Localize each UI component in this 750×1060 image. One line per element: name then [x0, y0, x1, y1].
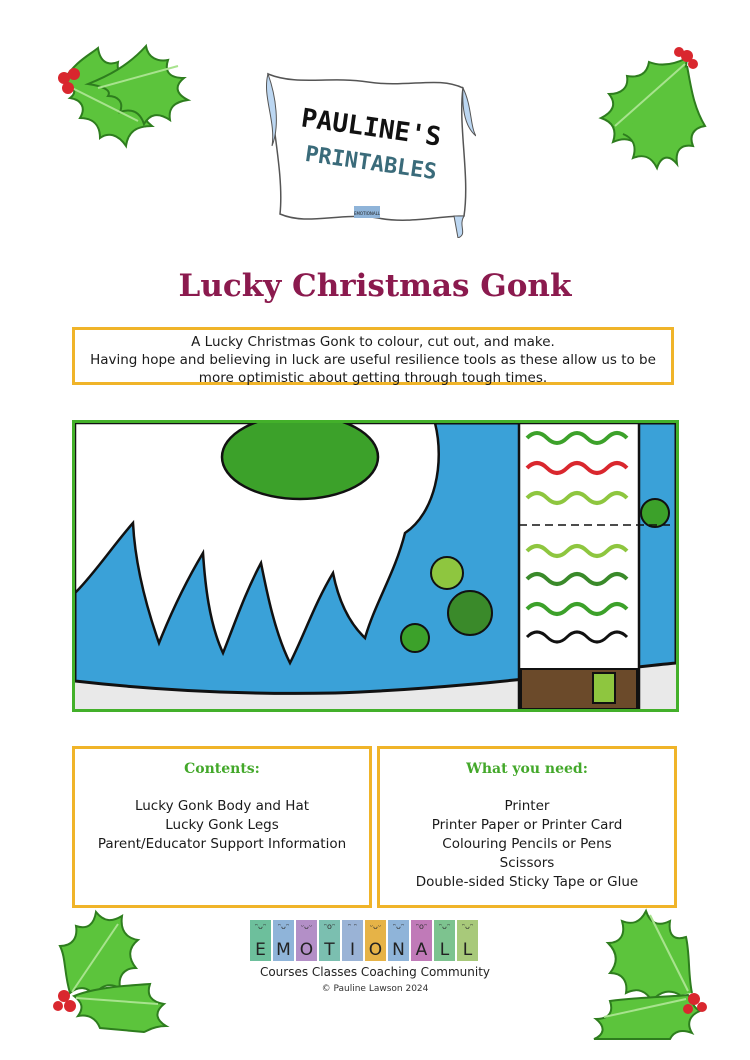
logo-line1: PAULINE'S — [299, 103, 443, 153]
brand-letter: A — [415, 940, 428, 960]
emotionall-tiles — [250, 920, 500, 961]
brand-tile — [388, 920, 409, 961]
contents-box — [72, 746, 372, 908]
emotionall-logo — [250, 920, 500, 994]
holly-leaves-icon — [560, 885, 730, 1040]
face-icon: ᵔoᵔ — [323, 922, 336, 931]
requirements-list — [380, 797, 674, 892]
page-title: Lucky Christmas Gonk — [178, 268, 572, 304]
contents-heading: Contents: — [184, 761, 260, 777]
logo-badge: EMOTIONALL — [353, 211, 381, 216]
brand-letter: M — [276, 940, 291, 960]
paulines-printables-logo — [258, 66, 476, 238]
brand-letter: L — [462, 940, 473, 960]
gonk-illustration — [75, 423, 676, 709]
requirements-box — [377, 746, 677, 908]
brand-tile — [319, 920, 340, 961]
brand-letter: O — [299, 940, 314, 960]
brand-tile — [365, 920, 386, 961]
brand-tile — [434, 920, 455, 961]
list-item: Scissors — [499, 855, 555, 871]
face-icon: ᵔᴗᵔ — [461, 922, 474, 931]
brand-letter: N — [392, 940, 405, 960]
list-item: Double-sided Sticky Tape or Glue — [415, 874, 639, 890]
face-icon: ᵕᴗᵕ — [300, 922, 313, 931]
brand-tile — [250, 920, 271, 961]
brand-letter: I — [349, 940, 355, 960]
face-icon: ᵔ ᵔ — [347, 922, 358, 931]
holly-leaves-icon — [575, 26, 725, 191]
brand-tile — [411, 920, 432, 961]
brand-tile — [342, 920, 363, 961]
gonk-photo — [72, 420, 679, 712]
logo-line2: PRINTABLES — [303, 141, 439, 186]
holly-leaves-icon — [28, 26, 193, 176]
intro-line1: A Lucky Christmas Gonk to colour, cut out, and make. — [191, 334, 555, 350]
list-item: Lucky Gonk Legs — [165, 817, 279, 833]
intro-line2: Having hope and believing in luck are useful resilience tools as these allow us to be more optimistic about getting through tough times. — [90, 352, 656, 386]
face-icon: ᵕᴗᵕ — [369, 922, 382, 931]
contents-list — [75, 797, 369, 854]
copyright: © Pauline Lawson 2024 — [321, 984, 429, 994]
brand-tile — [457, 920, 478, 961]
face-icon: ᵔᴗᵔ — [438, 922, 451, 931]
brand-tagline: Courses Classes Coaching Community — [259, 965, 491, 979]
brand-tile — [273, 920, 294, 961]
face-icon: ᵔoᵔ — [415, 922, 428, 931]
brand-letter: O — [368, 940, 383, 960]
brand-letter: L — [439, 940, 450, 960]
requirements-heading: What you need: — [466, 761, 588, 777]
face-icon: ᵔᴗᵔ — [392, 922, 405, 931]
brand-letter: E — [255, 940, 266, 960]
face-icon: ᵔᴗᵔ — [277, 922, 290, 931]
brand-tile — [296, 920, 317, 961]
list-item: Printer — [504, 798, 550, 814]
intro-box — [72, 327, 674, 385]
brand-letter: T — [324, 940, 335, 960]
list-item: Printer Paper or Printer Card — [431, 817, 623, 833]
list-item: Colouring Pencils or Pens — [442, 836, 612, 852]
list-item: Lucky Gonk Body and Hat — [134, 798, 310, 814]
face-icon: ᵔᴗᵔ — [254, 922, 267, 931]
list-item: Parent/Educator Support Information — [97, 836, 347, 852]
